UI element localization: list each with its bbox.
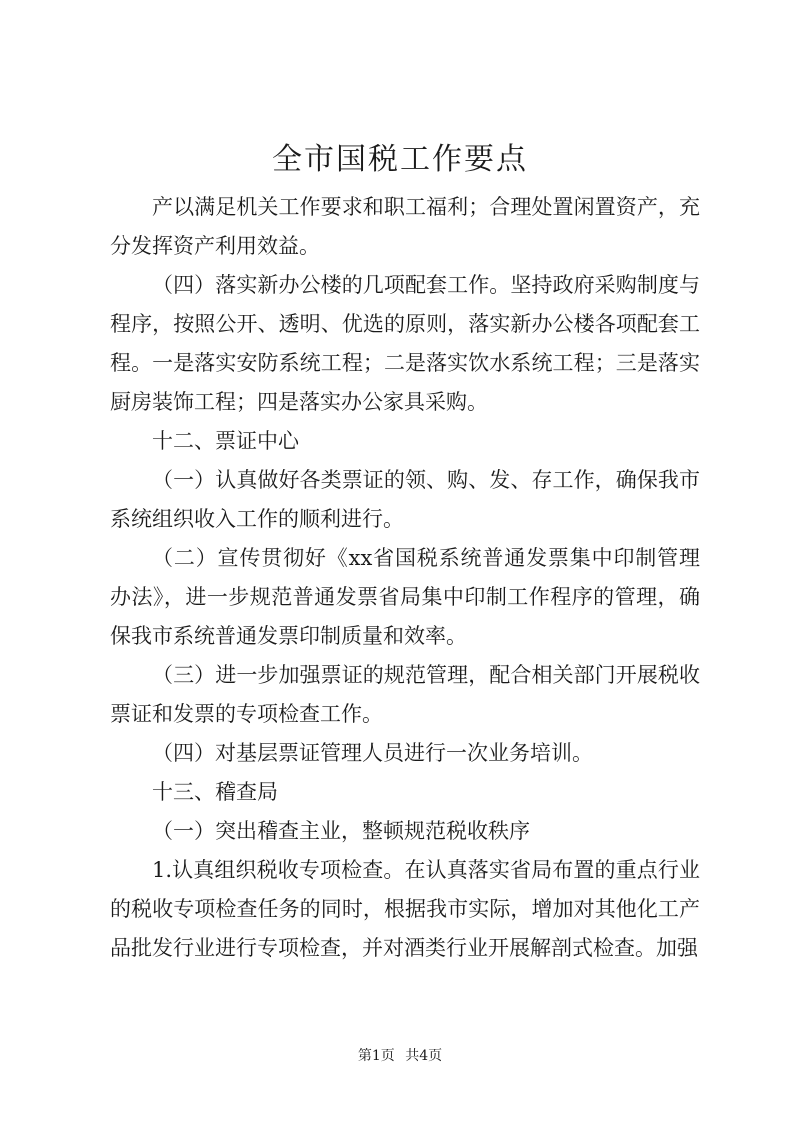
page-number: 第1页 (357, 1048, 395, 1064)
paragraph: 1.认真组织税收专项检查。在认真落实省局布置的重点行业的税收专项检查任务的同时，根据我市实际，增加对其他化工产品批发行业进行专项检查，并对酒类行业开展解剖式检查。加强 (110, 858, 700, 960)
section-heading: 十三、稽查局 (152, 780, 278, 804)
paragraph: （一）认真做好各类票证的领、购、发、存工作，确保我市系统组织收入工作的顺利进行。 (110, 468, 700, 531)
paragraph: （四）对基层票证管理人员进行一次业务培训。 (152, 741, 593, 765)
page-total: 共4页 (405, 1048, 443, 1064)
paragraph: （二）宣传贯彻好《xx省国税系统普通发票集中印制管理办法》，进一步规范普通发票省局集中印制工作程序的管理，确保我市系统普通发票印制质量和效率。 (110, 546, 700, 648)
paragraph: （三）进一步加强票证的规范管理，配合相关部门开展税收票证和发票的专项检查工作。 (110, 663, 700, 726)
page-footer (0, 1046, 800, 1066)
section-heading: 十二、票证中心 (152, 429, 299, 453)
paragraph: 产以满足机关工作要求和职工福利；合理处置闲置资产，充分发挥资产利用效益。 (110, 195, 700, 258)
paragraph: （一）突出稽查主业，整顿规范税收秩序 (152, 819, 530, 843)
document-title: 全市国税工作要点 (272, 142, 528, 177)
document-body (110, 188, 700, 968)
paragraph: （四）落实新办公楼的几项配套工作。坚持政府采购制度与程序，按照公开、透明、优选的原则，落实新办公楼各项配套工程。一是落实安防系统工程；二是落实饮水系统工程；三是落实厨房装饰工程；四是落实办公家具采购。 (110, 273, 700, 414)
